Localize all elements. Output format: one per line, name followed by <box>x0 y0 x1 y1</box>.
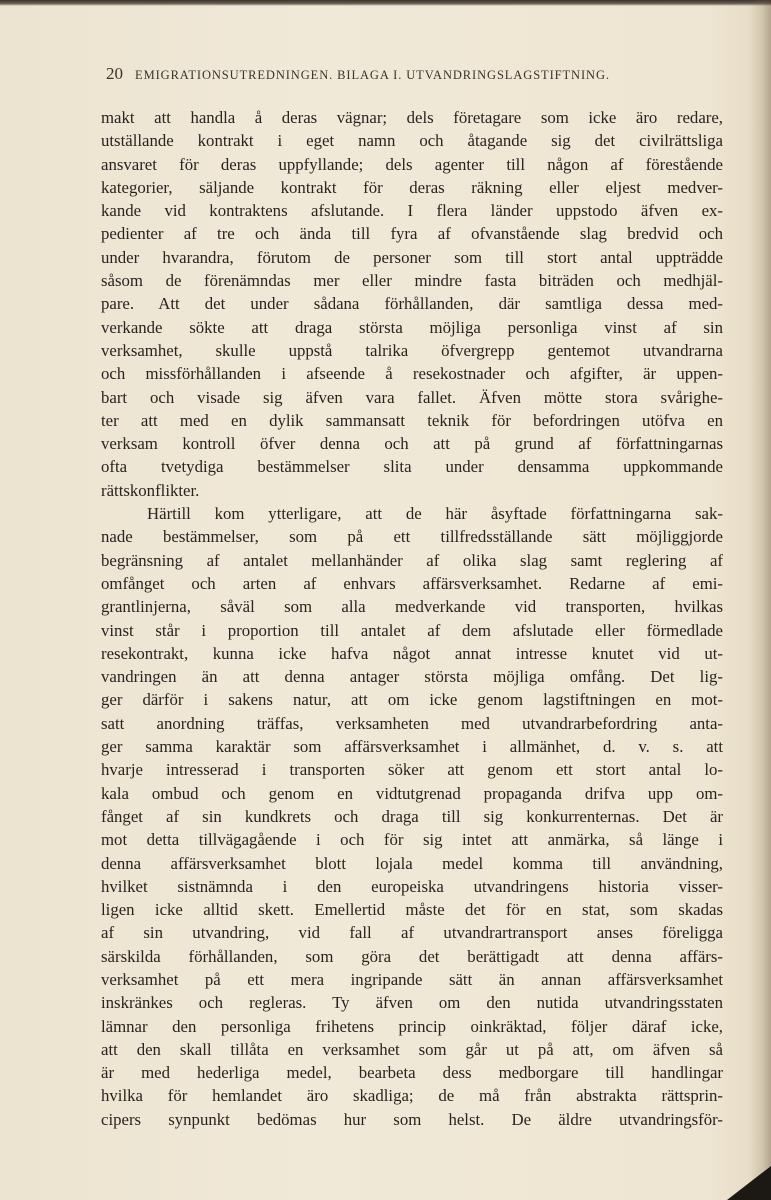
text-line: verkande sökte att draga största möjliga personliga vinst af sin <box>101 317 723 337</box>
text-line: hvilket sistnämnda i den europeiska utvandringens historia visser- <box>101 876 723 896</box>
page-gutter-shadow <box>749 0 771 1200</box>
text-line-paragraph-end: rättskonflikter. <box>101 480 200 500</box>
page-corner-mark <box>727 1166 771 1200</box>
running-header <box>106 64 696 84</box>
text-line: hvilka för hemlandet äro skadliga; de må från abstrakta rättsprin- <box>101 1086 723 1106</box>
text-line: af sin utvandring, vid fall af utvandrartransport anses föreligga <box>101 923 723 943</box>
text-line-paragraph-start: Härtill kom ytterligare, att de här åsyftade författningarna sak- <box>147 504 723 524</box>
text-line: hvarje intresserad i transporten söker att genom ett stort antal lo- <box>101 760 723 780</box>
text-line: ansvaret för deras uppfyllande; dels agenter till någon af förestående <box>101 154 723 174</box>
text-line: bart och visade sig äfven vara fallet. Äfven mötte stora svårighe- <box>101 387 723 407</box>
running-title: EMIGRATIONSUTREDNINGEN. BILAGA I. UTVANDRINGSLAGSTIFTNING. <box>135 68 610 82</box>
text-line: nade bestämmelser, som på ett tillfredsställande sätt möjliggjorde <box>101 527 723 547</box>
text-line: ter att med en dylik sammansatt teknik för befordringen utöfva en <box>101 410 723 430</box>
text-line: ger samma karaktär som affärsverksamhet i allmänhet, d. v. s. att <box>101 737 723 757</box>
text-line: omfånget och arten af enhvars affärsverksamhet. Redarne af emi- <box>101 573 723 593</box>
page-number: 20 <box>106 64 123 83</box>
text-line: resekontrakt, kunna icke hafva något annat intresse knutet vid ut- <box>101 643 723 663</box>
text-line: denna affärsverksamhet blott lojala medel komma till användning, <box>101 853 723 873</box>
text-line: grantlinjerna, såväl som alla medverkande vid transporten, hvilkas <box>101 597 723 617</box>
text-line: satt anordning träffas, verksamheten med utvandrarbefordring anta- <box>101 713 723 733</box>
text-line: och missförhållanden i afseende å resekostnader och afgifter, är uppen- <box>101 364 723 384</box>
text-line: lämnar den personliga frihetens princip oinkräktad, följer däraf icke, <box>101 1016 723 1036</box>
text-line: mot detta tillvägagående i och för sig intet att anmärka, så länge i <box>101 830 723 850</box>
text-line: begränsning af antalet mellanhänder af olika slag samt reglering af <box>101 550 723 570</box>
text-line: kande vid kontraktens afslutande. I flera länder uppstodo äfven ex- <box>101 201 723 221</box>
text-line: ofta tvetydiga bestämmelser slita under densamma uppkommande <box>101 457 723 477</box>
text-line: särskilda förhållanden, som göra det berättigadt att denna affärs- <box>101 946 723 966</box>
text-line: pare. Att det under sådana förhållanden, där samtliga dessa med- <box>101 294 723 314</box>
text-line: verksam kontroll öfver denna och att på grund af författningarnas <box>101 434 723 454</box>
text-line: att den skall tillåta en verksamhet som går ut på att, om äfven så <box>101 1039 723 1059</box>
text-line: är med hederliga medel, bearbeta dess medborgare till handlingar <box>101 1063 723 1083</box>
text-line: under hvarandra, förutom de personer som till stort antal uppträdde <box>101 247 723 267</box>
text-line: såsom de förenämndas mer eller mindre fasta biträden och medhjäl- <box>101 271 723 291</box>
text-line: vinst står i proportion till antalet af dem afslutade eller förmedlade <box>101 620 723 640</box>
page-top-edge <box>0 0 771 6</box>
text-line: makt att handla å deras vägnar; dels företagare som icke äro redare, <box>101 108 723 127</box>
text-line: inskränkes och regleras. Ty äfven om den nutida utvandringsstaten <box>101 993 723 1013</box>
text-line: utställande kontrakt i eget namn och åtagande sig det civilrättsliga <box>101 131 723 151</box>
text-line: cipers synpunkt bedömas hur som helst. De äldre utvandringsför- <box>101 1109 723 1129</box>
text-line: vandringen än att denna antager största möjliga omfång. Det lig- <box>101 667 723 687</box>
text-line: verksamhet, skulle uppstå talrika öfvergrepp gentemot utvandrarna <box>101 340 723 360</box>
text-line: ger därför i sakens natur, att om icke genom lagstiftningen en mot- <box>101 690 723 710</box>
body-text <box>101 106 723 1131</box>
text-line: fånget af sin kundkrets och draga till sig konkurrenternas. Det är <box>101 806 723 826</box>
text-line: kategorier, säljande kontrakt för deras räkning eller eljest medver- <box>101 177 723 197</box>
text-line: pedienter af tre och ända till fyra af ofvanstående slag bredvid och <box>101 224 723 244</box>
text-line: kala ombud och genom en vidtutgrenad propaganda drifva upp om- <box>101 783 723 803</box>
text-line: verksamhet på ett mera ingripande sätt än annan affärsverksamhet <box>101 969 723 989</box>
text-line: ligen icke alltid skett. Emellertid måste det för en stat, som skadas <box>101 900 723 920</box>
